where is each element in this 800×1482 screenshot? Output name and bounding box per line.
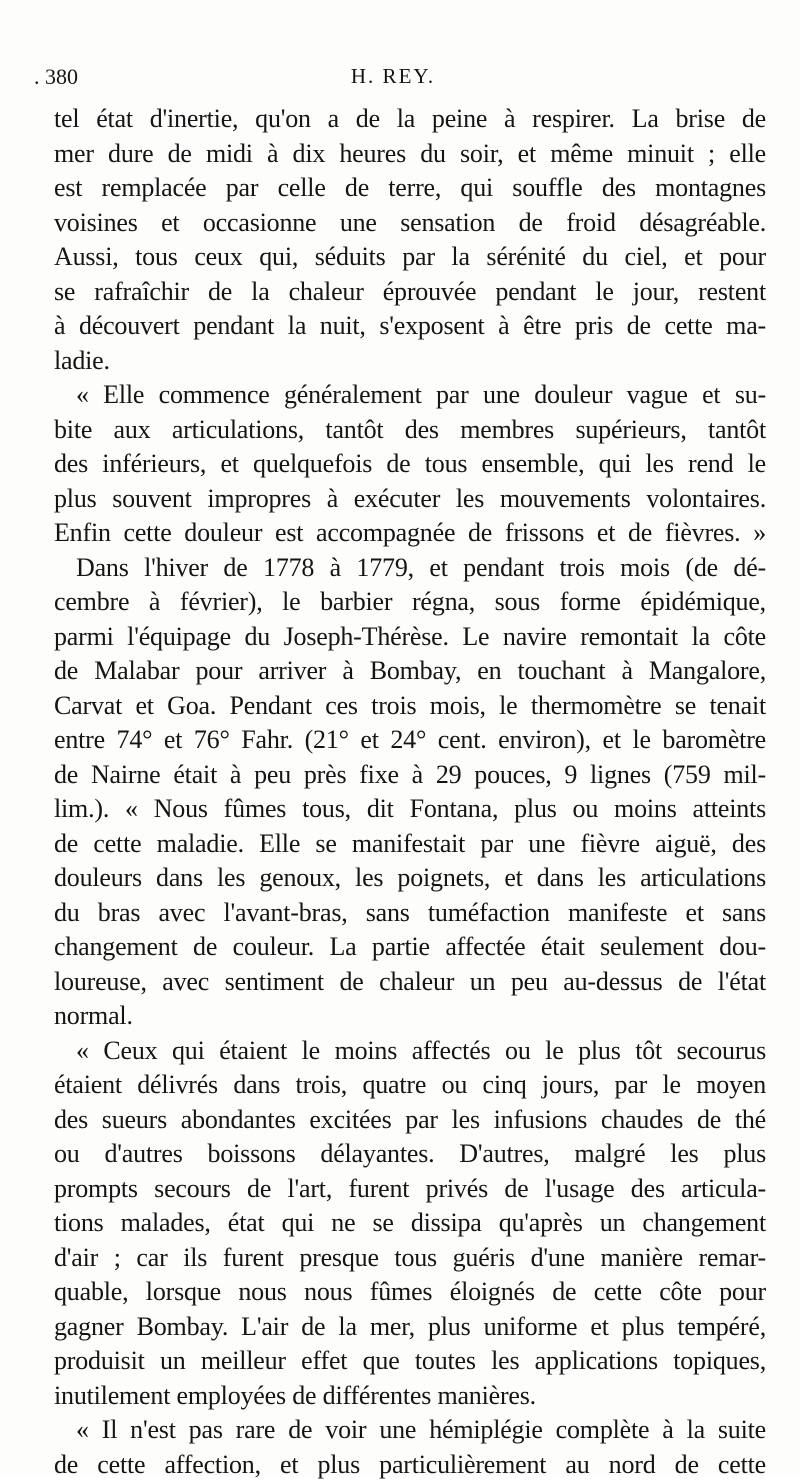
text-line: ou d'autres boissons délayantes. D'autres, malgré les plus xyxy=(54,1137,766,1172)
text-line: « Il n'est pas rare de voir une hémiplégie complète à la suite xyxy=(54,1413,766,1448)
text-line: tel état d'inertie, qu'on a de la peine à respirer. La brise de xyxy=(54,102,766,137)
text-line: étaient délivrés dans trois, quatre ou cinq jours, par le moyen xyxy=(54,1068,766,1103)
text-line: de Nairne était à peu près fixe à 29 pouces, 9 lignes (759 mil- xyxy=(54,758,766,793)
text-line: quable, lorsque nous nous fûmes éloignés de cette côte pour xyxy=(54,1275,766,1310)
running-head-author: H. REY. xyxy=(34,64,752,89)
text-line: Carvat et Goa. Pendant ces trois mois, le thermomètre se tenait xyxy=(54,689,766,724)
text-line: du bras avec l'avant-bras, sans tuméfaction manifeste et sans xyxy=(54,896,766,931)
text-line: gagner Bombay. L'air de la mer, plus uniforme et plus tempéré, xyxy=(54,1310,766,1345)
text-line: à découvert pendant la nuit, s'exposent à être pris de cette ma- xyxy=(54,309,766,344)
text-line: entre 74° et 76° Fahr. (21° et 24° cent. environ), et le baromètre xyxy=(54,723,766,758)
running-head xyxy=(34,64,752,94)
text-line: Aussi, tous ceux qui, séduits par la sérénité du ciel, et pour xyxy=(54,240,766,275)
text-line: changement de couleur. La partie affectée était seulement dou- xyxy=(54,930,766,965)
text-line: se rafraîchir de la chaleur éprouvée pendant le jour, restent xyxy=(54,275,766,310)
text-line: est remplacée par celle de terre, qui souffle des montagnes xyxy=(54,171,766,206)
text-line: tions malades, état qui ne se dissipa qu'après un changement xyxy=(54,1206,766,1241)
text-line: bite aux articulations, tantôt des membres supérieurs, tantôt xyxy=(54,413,766,448)
text-line: produisit un meilleur effet que toutes les applications topiques, xyxy=(54,1344,766,1379)
page-number: . 380 xyxy=(34,64,78,90)
text-line: de Malabar pour arriver à Bombay, en touchant à Mangalore, xyxy=(54,654,766,689)
text-line: plus souvent impropres à exécuter les mouvements volontaires. xyxy=(54,482,766,517)
text-line: d'air ; car ils furent presque tous guéris d'une manière remar- xyxy=(54,1241,766,1276)
text-line: inutilement employées de différentes manières. xyxy=(54,1379,766,1414)
text-line: prompts secours de l'art, furent privés de l'usage des articula- xyxy=(54,1172,766,1207)
text-line: des inférieurs, et quelquefois de tous ensemble, qui les rend le xyxy=(54,447,766,482)
body-text xyxy=(54,102,766,1482)
text-line: des sueurs abondantes excitées par les infusions chaudes de thé xyxy=(54,1103,766,1138)
text-line: cembre à février), le barbier régna, sous forme épidémique, xyxy=(54,585,766,620)
text-line: Enfin cette douleur est accompagnée de frissons et de fièvres. » xyxy=(54,516,766,551)
text-line: « Elle commence généralement par une douleur vague et su- xyxy=(54,378,766,413)
text-line: « Ceux qui étaient le moins affectés ou le plus tôt secourus xyxy=(54,1034,766,1069)
text-line: lim.). « Nous fûmes tous, dit Fontana, plus ou moins atteints xyxy=(54,792,766,827)
text-line: voisines et occasionne une sensation de froid désagréable. xyxy=(54,206,766,241)
text-line: de cette maladie. Elle se manifestait par une fièvre aiguë, des xyxy=(54,827,766,862)
text-line: normal. xyxy=(54,999,766,1034)
text-line: Dans l'hiver de 1778 à 1779, et pendant trois mois (de dé- xyxy=(54,551,766,586)
text-line: loureuse, avec sentiment de chaleur un peu au-dessus de l'état xyxy=(54,965,766,1000)
text-line: ladie. xyxy=(54,344,766,379)
text-line: de cette affection, et plus particulièrement au nord de cette xyxy=(54,1448,766,1482)
text-line: douleurs dans les genoux, les poignets, et dans les articulations xyxy=(54,861,766,896)
text-line: parmi l'équipage du Joseph-Thérèse. Le navire remontait la côte xyxy=(54,620,766,655)
text-line: mer dure de midi à dix heures du soir, et même minuit ; elle xyxy=(54,137,766,172)
